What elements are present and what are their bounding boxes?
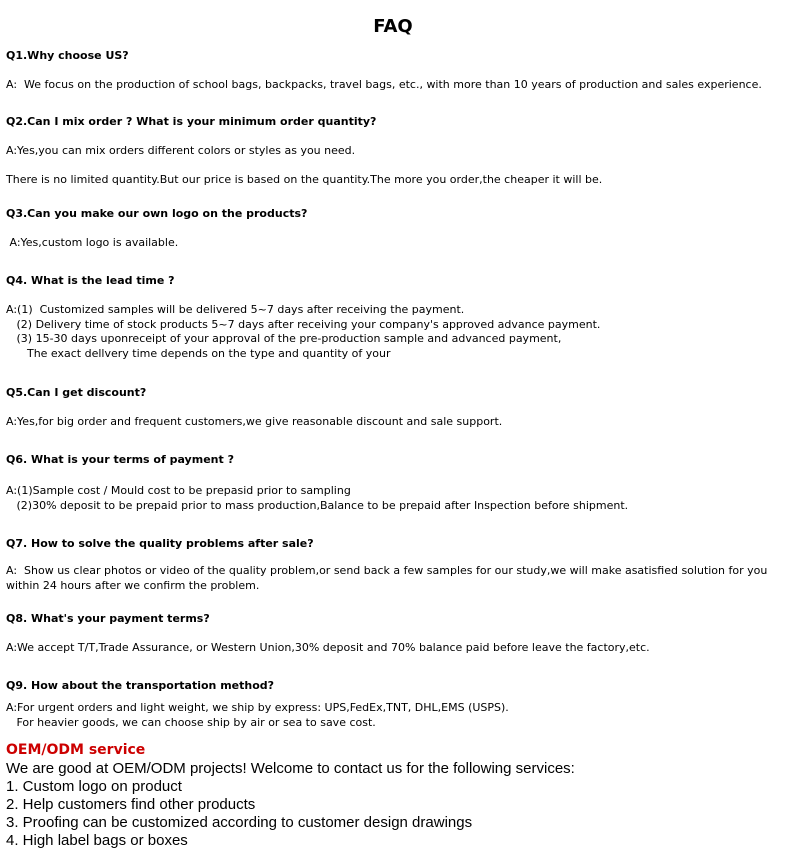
faq-answer-4: A:(1) Customized samples will be delivered 5~7 days after receiving the payment. (2) Delivery time of stock products 5~7 days after receiving your company's approved advance payment. (3) 15-30 days uponreceipt of your approval of the pre-production sample and advanced payment, The exact dellvery time depends on the type and quantity of your [6, 303, 601, 360]
oem-service-item: 3. Proofing can be customized according to customer design drawings [6, 814, 473, 831]
faq-question-7: Q7. How to solve the quality problems after sale? [6, 537, 314, 550]
faq-question-8: Q8. What's your payment terms? [6, 612, 210, 625]
faq-question-3: Q3.Can you make our own logo on the products? [6, 207, 308, 220]
faq-question-4: Q4. What is the lead time ? [6, 274, 175, 287]
faq-answer-1: A: We focus on the production of school bags, backpacks, travel bags, etc., with more than 10 years of production and sales experience. [6, 78, 762, 91]
oem-service-item: 1. Custom logo on product [6, 778, 182, 795]
faq-question-9: Q9. How about the transportation method? [6, 679, 275, 692]
oem-service-item: 2. Help customers find other products [6, 796, 256, 813]
faq-question-2: Q2.Can I mix order ? What is your minimum order quantity? [6, 115, 377, 128]
faq-answer-8: A:We accept T/T,Trade Assurance, or Western Union,30% deposit and 70% balance paid before leave the factory,etc. [6, 641, 650, 654]
page-title: FAQ [373, 16, 413, 37]
faq-question-5: Q5.Can I get discount? [6, 386, 147, 399]
faq-answer-9: A:For urgent orders and light weight, we ship by express: UPS,FedEx,TNT, DHL,EMS (USPS). For heavier goods, we can choose ship by air or sea to save cost. [6, 701, 509, 729]
faq-answer-3: A:Yes,custom logo is available. [6, 236, 179, 249]
oem-section-title: OEM/ODM service [6, 742, 146, 758]
faq-answer-2-extra: There is no limited quantity.But our price is based on the quantity.The more you order,the cheaper it will be. [6, 173, 603, 186]
faq-question-6: Q6. What is your terms of payment ? [6, 453, 234, 466]
oem-service-item: 4. High label bags or boxes [6, 832, 188, 849]
faq-answer-5: A:Yes,for big order and frequent customers,we give reasonable discount and sale support. [6, 415, 503, 428]
oem-intro: We are good at OEM/ODM projects! Welcome to contact us for the following services: [6, 760, 575, 777]
faq-question-1: Q1.Why choose US? [6, 49, 129, 62]
faq-answer-7: A: Show us clear photos or video of the quality problem,or send back a few samples for our study,we will make asatisfied solution for you within 24 hours after we confirm the problem. [6, 564, 768, 592]
faq-answer-6: A:(1)Sample cost / Mould cost to be prepasid prior to sampling (2)30% deposit to be prepaid prior to mass production,Balance to be prepaid after Inspection before shipment. [6, 484, 629, 512]
faq-answer-2: A:Yes,you can mix orders different colors or styles as you need. [6, 144, 356, 157]
